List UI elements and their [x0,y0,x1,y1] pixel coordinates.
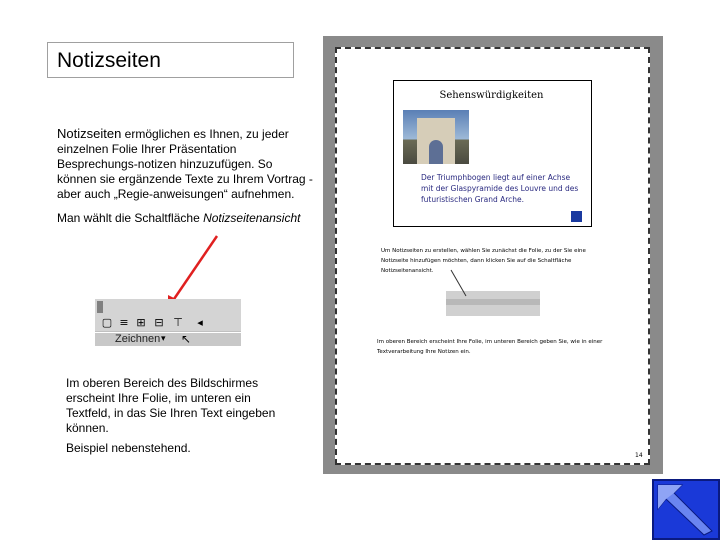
scroll-left-icon[interactable]: ◂ [197,316,203,329]
diagonal-arrow-icon [654,481,718,538]
thumbnail-text: Der Triumphbogen liegt auf einer Achse mit der Glaspyramide des Louvre und des futuristischen Grand Arche. [421,173,579,204]
slide-title: Notizseiten [57,49,161,72]
hint-emphasis: Notizseitenansicht [203,211,301,225]
cursor-icon[interactable]: ↖ [181,332,192,346]
note-paragraph-2: Im oberen Bereich erscheint Ihre Folie, im unteren Bereich geben Sie, wie in einer Textverarbeitung Ihre Notizen ein. [377,339,603,355]
draw-menu-label[interactable]: Zeichnen [115,333,161,345]
body-rest: ermöglichen es Ihnen, zu jeder einzelnen Folie Ihrer Präsentation Besprechungs-notizen hinzuzufügen. So können sie ergänzende Texte zu Ihrem Vortrag - aber auch „Regie-anweisungen“ aufnehmen. [57,127,313,201]
normal-view-icon[interactable]: ▢ [101,316,113,329]
hint-prefix: Man wählt die Schaltfläche [57,211,204,225]
outline-view-icon[interactable]: ≡ [119,316,129,329]
body-lead-word: Notizseiten [57,126,122,141]
chevron-down-icon: ▾ [161,333,166,343]
lower-text: Im oberen Bereich des Bildschirmes erscheint Ihre Folie, im unteren ein Textfeld, in das Sie Ihren Text eingeben können. [66,376,276,435]
notes-page-icon[interactable]: ⊟ [154,316,164,329]
note-paragraph-1: Um Notizseiten zu erstellen, wählen Sie zunächst die Folie, zu der Sie eine Notizseite hinzufügen möchten, dann klicken Sie auf die Schaltfläche Notizseitenansicht. [381,248,586,274]
slide-sorter-icon[interactable]: ⊞ [136,316,146,329]
next-slide-button[interactable] [652,479,720,540]
page-number: 14 [635,452,643,459]
example-text: Beispiel nebenstehend. [66,441,191,455]
thumbnail-title: Sehenswürdigkeiten [439,90,544,101]
slideshow-icon[interactable]: ⊤ [173,316,183,329]
